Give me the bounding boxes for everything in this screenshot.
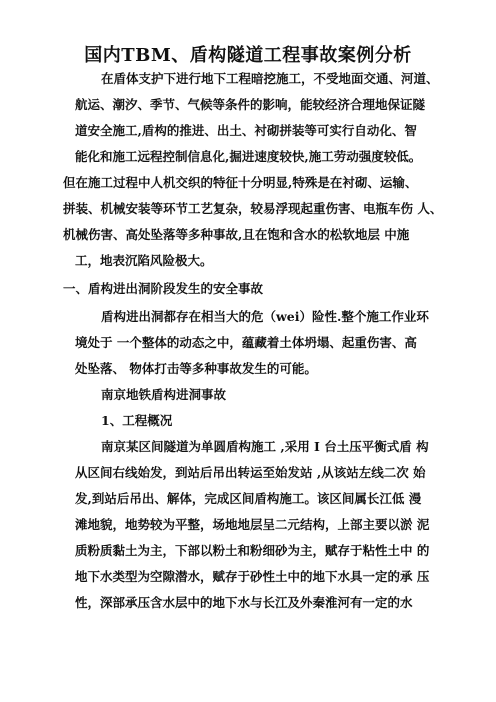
document-title: 国内TBM、盾构隧道工程事故案例分析 xyxy=(84,45,412,66)
paragraph-line: 盾构进出洞都存在相当大的危（wei）险性.整个施工作业环 xyxy=(101,309,429,324)
paragraph-line: 工，地表沉陷风险极大。 xyxy=(75,253,213,268)
paragraph-line: 道安全施工,盾构的推进、出土、衬砌拼装等可实行自动化、智 xyxy=(75,123,417,138)
paragraph-line: 航运、潮汐、季节、气候等条件的影响，能较经济合理地保证隧 xyxy=(75,97,426,112)
paragraph-line: 南京某区间隧道为单圆盾构施工 ,采用 I 台土压平衡式盾 构 xyxy=(101,439,429,454)
paragraph-line: 处坠落、 物体打击等多种事故发生的可能。 xyxy=(75,361,317,376)
paragraph-line: 拼装、机械安装等环节工艺复杂，较易浮现起重伤害、电瓶车伤 人、 xyxy=(63,201,443,216)
paragraph-line: 能化和施工远程控制信息化,掘进速度较快,施工劳动强度较低。 xyxy=(75,149,422,164)
section-heading: 一、盾构进出洞阶段发生的安全事故 xyxy=(63,281,264,296)
paragraph-line: 境处于 一个整体的动态之中，蕴藏着土体坍塌、起重伤害、高 xyxy=(75,335,417,350)
paragraph-line: 滩地貌，地势较为平整，场地地层呈二元结构，上部主要以淤 泥 xyxy=(75,517,430,532)
paragraph-line: 地下水类型为空隙潜水，赋存于砂性土中的地下水具一定的承 压 xyxy=(75,569,430,584)
paragraph-line: 但在施工过程中人机交织的特征十分明显,特殊是在衬砌、运输、 xyxy=(63,175,418,190)
paragraph-line: 机械伤害、高处坠落等多种事故,且在饱和含水的松软地层 中施 xyxy=(63,227,410,242)
paragraph-line: 性，深部承压含水层中的地下水与长江及外秦淮河有一定的水 xyxy=(75,595,413,610)
subheading: 南京地铁盾构进洞事故 xyxy=(101,387,227,402)
paragraph-line: 在盾体支护下进行地下工程暗挖施工，不受地面交通、河道、 xyxy=(101,71,439,86)
paragraph-line: 质粉质黏土为主，下部以粉土和粉细砂为主，赋存于粘性土中 的 xyxy=(75,543,430,558)
subheading: 1、工程概况 xyxy=(101,413,173,428)
paragraph-line: 从区间右线始发，到站后吊出转运至始发站 ,从该站左线二次 始 xyxy=(75,465,426,480)
paragraph-line: 发,到站后吊出、解体，完成区间盾构施工。该区间属长江低 漫 xyxy=(75,491,422,506)
